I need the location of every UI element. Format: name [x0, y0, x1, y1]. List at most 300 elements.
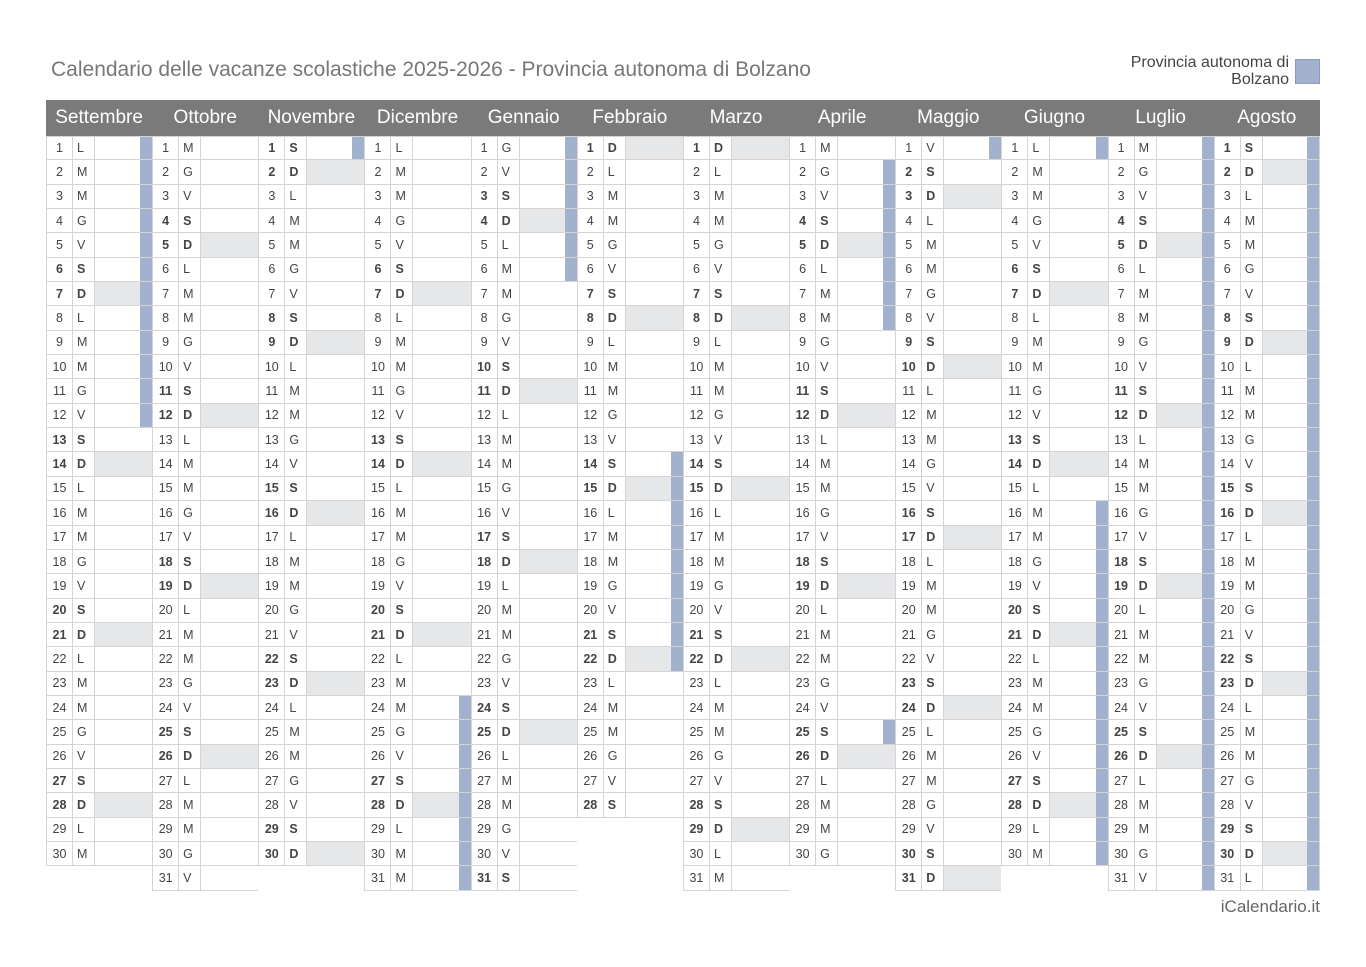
day-row — [259, 623, 364, 647]
day-number: 31 — [896, 866, 922, 889]
day-row — [472, 842, 577, 866]
day-row — [1002, 501, 1107, 525]
day-note — [307, 647, 364, 670]
day-number: 30 — [790, 842, 816, 865]
day-number: 12 — [578, 404, 604, 427]
day-note — [1263, 647, 1319, 670]
weekday-letter: V — [498, 160, 520, 183]
day-note — [95, 672, 152, 695]
day-row — [153, 599, 258, 623]
weekday-letter: M — [1135, 452, 1157, 475]
weekday-letter: M — [1135, 818, 1157, 841]
weekday-letter: M — [179, 306, 201, 329]
day-row — [47, 331, 152, 355]
day-note — [1157, 866, 1214, 889]
day-row — [684, 647, 789, 671]
day-row — [1109, 258, 1214, 282]
day-row — [259, 136, 364, 160]
weekday-letter: D — [922, 526, 944, 549]
weekday-letter: G — [285, 258, 307, 281]
weekday-letter: M — [1241, 574, 1263, 597]
day-row — [47, 818, 152, 842]
weekday-letter: M — [391, 866, 413, 889]
day-note — [838, 404, 895, 427]
day-note — [838, 769, 895, 792]
day-note — [732, 209, 789, 232]
day-note — [201, 769, 258, 792]
day-number: 8 — [578, 306, 604, 329]
day-row — [1215, 866, 1319, 890]
day-number: 20 — [578, 599, 604, 622]
weekday-letter: M — [498, 599, 520, 622]
day-row — [47, 185, 152, 209]
day-number: 24 — [259, 696, 285, 719]
day-note — [307, 672, 364, 695]
weekday-letter: L — [922, 550, 944, 573]
day-row — [47, 623, 152, 647]
day-note — [413, 355, 470, 378]
day-number: 14 — [472, 452, 498, 475]
day-note — [520, 501, 577, 524]
day-note — [1263, 306, 1319, 329]
day-note — [944, 306, 1001, 329]
day-row — [684, 306, 789, 330]
day-row — [47, 550, 152, 574]
day-note — [1157, 452, 1214, 475]
weekday-letter: L — [73, 818, 95, 841]
day-row — [1215, 623, 1319, 647]
day-number: 14 — [1002, 452, 1028, 475]
weekday-letter: G — [179, 842, 201, 865]
day-number: 4 — [365, 209, 391, 232]
day-note — [307, 842, 364, 865]
day-number: 10 — [578, 355, 604, 378]
day-note — [1157, 745, 1214, 768]
day-row — [896, 404, 1001, 428]
day-note — [838, 331, 895, 354]
day-note — [838, 160, 895, 183]
day-row — [1215, 306, 1319, 330]
day-number: 15 — [790, 477, 816, 500]
weekday-letter: S — [922, 501, 944, 524]
weekday-letter: L — [391, 306, 413, 329]
day-row — [1002, 672, 1107, 696]
day-number: 23 — [472, 672, 498, 695]
weekday-letter: G — [604, 233, 626, 256]
day-number: 10 — [1215, 355, 1241, 378]
day-number: 22 — [47, 647, 73, 670]
day-number: 22 — [896, 647, 922, 670]
day-note — [732, 379, 789, 402]
day-number: 21 — [896, 623, 922, 646]
day-number: 3 — [578, 185, 604, 208]
day-note — [413, 331, 470, 354]
day-number: 8 — [47, 306, 73, 329]
weekday-letter: S — [1028, 769, 1050, 792]
day-note — [307, 452, 364, 475]
day-note — [626, 306, 683, 329]
day-number: 27 — [578, 769, 604, 792]
weekday-letter: V — [391, 745, 413, 768]
day-number: 10 — [472, 355, 498, 378]
day-note — [201, 672, 258, 695]
day-note — [201, 550, 258, 573]
day-row — [896, 331, 1001, 355]
weekday-letter: L — [922, 379, 944, 402]
weekday-letter: S — [73, 428, 95, 451]
weekday-letter: M — [922, 599, 944, 622]
day-row — [153, 331, 258, 355]
weekday-letter: V — [73, 574, 95, 597]
day-number: 28 — [684, 793, 710, 816]
day-note — [1050, 842, 1107, 865]
day-number: 12 — [684, 404, 710, 427]
day-note — [944, 818, 1001, 841]
weekday-letter: D — [73, 793, 95, 816]
day-note — [626, 745, 683, 768]
day-note — [520, 160, 577, 183]
month-header: Dicembre — [364, 100, 470, 136]
day-number: 24 — [365, 696, 391, 719]
day-note — [732, 720, 789, 743]
day-note — [1263, 842, 1319, 865]
weekday-letter: V — [179, 185, 201, 208]
weekday-letter: M — [498, 769, 520, 792]
day-row — [896, 842, 1001, 866]
day-row — [365, 233, 470, 257]
day-row — [259, 647, 364, 671]
day-number: 26 — [896, 745, 922, 768]
day-row — [1109, 866, 1214, 890]
month-column — [152, 100, 258, 891]
day-row — [1215, 136, 1319, 160]
weekday-letter: G — [1135, 331, 1157, 354]
day-row — [1109, 185, 1214, 209]
day-number: 4 — [47, 209, 73, 232]
day-number: 16 — [1002, 501, 1028, 524]
weekday-letter: M — [710, 355, 732, 378]
day-number: 21 — [47, 623, 73, 646]
day-row — [1109, 818, 1214, 842]
day-number: 15 — [578, 477, 604, 500]
day-note — [1263, 428, 1319, 451]
month-column — [1214, 100, 1320, 891]
weekday-letter: G — [1135, 160, 1157, 183]
weekday-letter: L — [1028, 477, 1050, 500]
weekday-letter: M — [816, 623, 838, 646]
day-number: 25 — [1215, 720, 1241, 743]
site-credit[interactable]: iCalendario.it — [1220, 897, 1320, 916]
day-row — [259, 258, 364, 282]
day-number: 17 — [259, 526, 285, 549]
day-note — [838, 793, 895, 816]
day-number: 15 — [896, 477, 922, 500]
day-number: 31 — [1109, 866, 1135, 889]
day-row — [1215, 379, 1319, 403]
day-number: 10 — [790, 355, 816, 378]
day-number: 4 — [1002, 209, 1028, 232]
day-row — [365, 550, 470, 574]
day-note — [520, 672, 577, 695]
day-row — [896, 306, 1001, 330]
day-number: 7 — [1215, 282, 1241, 305]
day-row — [1109, 355, 1214, 379]
day-note — [944, 526, 1001, 549]
day-number: 10 — [153, 355, 179, 378]
weekday-letter: G — [1241, 599, 1263, 622]
day-note — [413, 306, 470, 329]
weekday-letter: S — [285, 137, 307, 159]
day-row — [365, 842, 470, 866]
day-row — [790, 818, 895, 842]
day-number: 22 — [153, 647, 179, 670]
day-note — [944, 160, 1001, 183]
day-note — [520, 452, 577, 475]
weekday-letter: M — [1028, 331, 1050, 354]
day-number: 13 — [578, 428, 604, 451]
day-note — [520, 137, 577, 159]
day-number: 10 — [684, 355, 710, 378]
day-number: 8 — [259, 306, 285, 329]
weekday-letter: M — [1241, 550, 1263, 573]
weekday-letter: D — [816, 574, 838, 597]
weekday-letter: M — [498, 452, 520, 475]
day-note — [307, 185, 364, 208]
day-number: 23 — [578, 672, 604, 695]
day-row — [365, 526, 470, 550]
day-note — [520, 185, 577, 208]
day-note — [838, 745, 895, 768]
day-number: 9 — [1215, 331, 1241, 354]
weekday-letter: D — [1028, 282, 1050, 305]
day-number: 5 — [1002, 233, 1028, 256]
day-row — [365, 136, 470, 160]
day-row — [1002, 477, 1107, 501]
weekday-letter: V — [922, 306, 944, 329]
day-note — [1263, 282, 1319, 305]
weekday-letter: D — [391, 793, 413, 816]
weekday-letter: S — [604, 793, 626, 816]
day-note — [413, 696, 470, 719]
weekday-letter: V — [710, 258, 732, 281]
weekday-letter: G — [73, 209, 95, 232]
day-number: 12 — [47, 404, 73, 427]
weekday-letter: M — [498, 258, 520, 281]
day-note — [520, 599, 577, 622]
day-number: 25 — [1002, 720, 1028, 743]
weekday-letter: V — [816, 185, 838, 208]
day-note — [944, 647, 1001, 670]
day-row — [684, 209, 789, 233]
month-days — [471, 136, 577, 891]
day-note — [413, 428, 470, 451]
day-number: 11 — [1109, 379, 1135, 402]
weekday-letter: M — [498, 623, 520, 646]
day-number: 28 — [259, 793, 285, 816]
day-row — [472, 501, 577, 525]
day-note — [1157, 428, 1214, 451]
weekday-letter: M — [1241, 404, 1263, 427]
day-number: 4 — [259, 209, 285, 232]
day-row — [684, 672, 789, 696]
day-row — [684, 550, 789, 574]
day-number: 23 — [1109, 672, 1135, 695]
day-number: 19 — [153, 574, 179, 597]
day-note — [520, 258, 577, 281]
day-number: 30 — [47, 842, 73, 865]
weekday-letter: G — [179, 331, 201, 354]
day-note — [1263, 379, 1319, 402]
day-note — [626, 501, 683, 524]
day-note — [307, 477, 364, 500]
weekday-letter: L — [710, 842, 732, 865]
day-number: 5 — [896, 233, 922, 256]
weekday-letter: V — [1241, 282, 1263, 305]
weekday-letter: L — [391, 137, 413, 159]
weekday-letter: V — [816, 696, 838, 719]
day-note — [626, 404, 683, 427]
day-number: 24 — [790, 696, 816, 719]
day-note — [732, 526, 789, 549]
weekday-letter: S — [1028, 599, 1050, 622]
day-note — [201, 331, 258, 354]
day-row — [578, 452, 683, 476]
day-number: 16 — [578, 501, 604, 524]
day-number: 4 — [1109, 209, 1135, 232]
weekday-letter: L — [498, 574, 520, 597]
day-row — [1002, 599, 1107, 623]
day-row — [684, 769, 789, 793]
day-number: 19 — [365, 574, 391, 597]
day-row — [1109, 647, 1214, 671]
weekday-letter: D — [498, 720, 520, 743]
month-header: Gennaio — [471, 100, 577, 136]
weekday-letter: M — [391, 672, 413, 695]
day-note — [1050, 574, 1107, 597]
weekday-letter: S — [604, 623, 626, 646]
day-row — [1109, 233, 1214, 257]
day-number: 11 — [790, 379, 816, 402]
weekday-letter: D — [710, 818, 732, 841]
day-number: 28 — [472, 793, 498, 816]
day-note — [413, 233, 470, 256]
weekday-letter: G — [1028, 209, 1050, 232]
day-note — [520, 842, 577, 865]
weekday-letter: G — [922, 623, 944, 646]
day-row — [153, 793, 258, 817]
day-number: 11 — [1215, 379, 1241, 402]
weekday-letter: G — [604, 404, 626, 427]
day-note — [201, 599, 258, 622]
day-row — [1002, 745, 1107, 769]
day-number: 6 — [472, 258, 498, 281]
day-note — [95, 355, 152, 378]
day-note — [307, 282, 364, 305]
month-days — [364, 136, 470, 891]
weekday-letter: G — [816, 331, 838, 354]
day-row — [259, 720, 364, 744]
day-number: 18 — [684, 550, 710, 573]
day-number: 2 — [472, 160, 498, 183]
day-note — [95, 477, 152, 500]
day-note — [1157, 550, 1214, 573]
day-row — [790, 599, 895, 623]
day-note — [1157, 282, 1214, 305]
weekday-letter: D — [922, 866, 944, 889]
day-number: 21 — [578, 623, 604, 646]
weekday-letter: V — [391, 404, 413, 427]
day-number: 1 — [472, 137, 498, 159]
day-note — [201, 137, 258, 159]
day-row — [1002, 282, 1107, 306]
weekday-letter: S — [1135, 379, 1157, 402]
day-note — [95, 842, 152, 865]
day-note — [732, 550, 789, 573]
day-note — [838, 209, 895, 232]
day-note — [732, 647, 789, 670]
day-row — [790, 477, 895, 501]
weekday-letter: M — [179, 793, 201, 816]
day-row — [684, 477, 789, 501]
day-note — [413, 137, 470, 159]
day-note — [732, 160, 789, 183]
day-note — [732, 137, 789, 159]
day-row — [472, 379, 577, 403]
day-note — [520, 818, 577, 841]
day-row — [47, 672, 152, 696]
day-number: 27 — [896, 769, 922, 792]
day-note — [1050, 599, 1107, 622]
day-row — [153, 452, 258, 476]
day-number: 12 — [1002, 404, 1028, 427]
day-number: 21 — [790, 623, 816, 646]
weekday-letter: M — [391, 842, 413, 865]
weekday-letter: M — [391, 160, 413, 183]
day-number: 5 — [47, 233, 73, 256]
day-note — [95, 526, 152, 549]
day-number: 30 — [259, 842, 285, 865]
day-number: 16 — [1215, 501, 1241, 524]
day-note — [1157, 501, 1214, 524]
day-number: 16 — [365, 501, 391, 524]
weekday-letter: D — [1135, 574, 1157, 597]
weekday-letter: D — [179, 574, 201, 597]
day-row — [47, 526, 152, 550]
day-row — [472, 428, 577, 452]
month-column — [1001, 100, 1107, 891]
day-note — [307, 306, 364, 329]
weekday-letter: L — [710, 160, 732, 183]
month-column — [471, 100, 577, 891]
day-number: 1 — [259, 137, 285, 159]
weekday-letter: D — [1135, 404, 1157, 427]
day-note — [626, 452, 683, 475]
day-note — [1157, 306, 1214, 329]
weekday-letter: V — [1135, 696, 1157, 719]
day-note — [944, 866, 1001, 889]
day-row — [790, 160, 895, 184]
day-number: 2 — [578, 160, 604, 183]
day-note — [732, 745, 789, 768]
day-number: 9 — [365, 331, 391, 354]
day-row — [578, 258, 683, 282]
day-note — [1157, 160, 1214, 183]
weekday-letter: S — [391, 769, 413, 792]
day-row — [578, 331, 683, 355]
weekday-letter: S — [179, 379, 201, 402]
day-row — [1215, 477, 1319, 501]
day-number: 11 — [472, 379, 498, 402]
